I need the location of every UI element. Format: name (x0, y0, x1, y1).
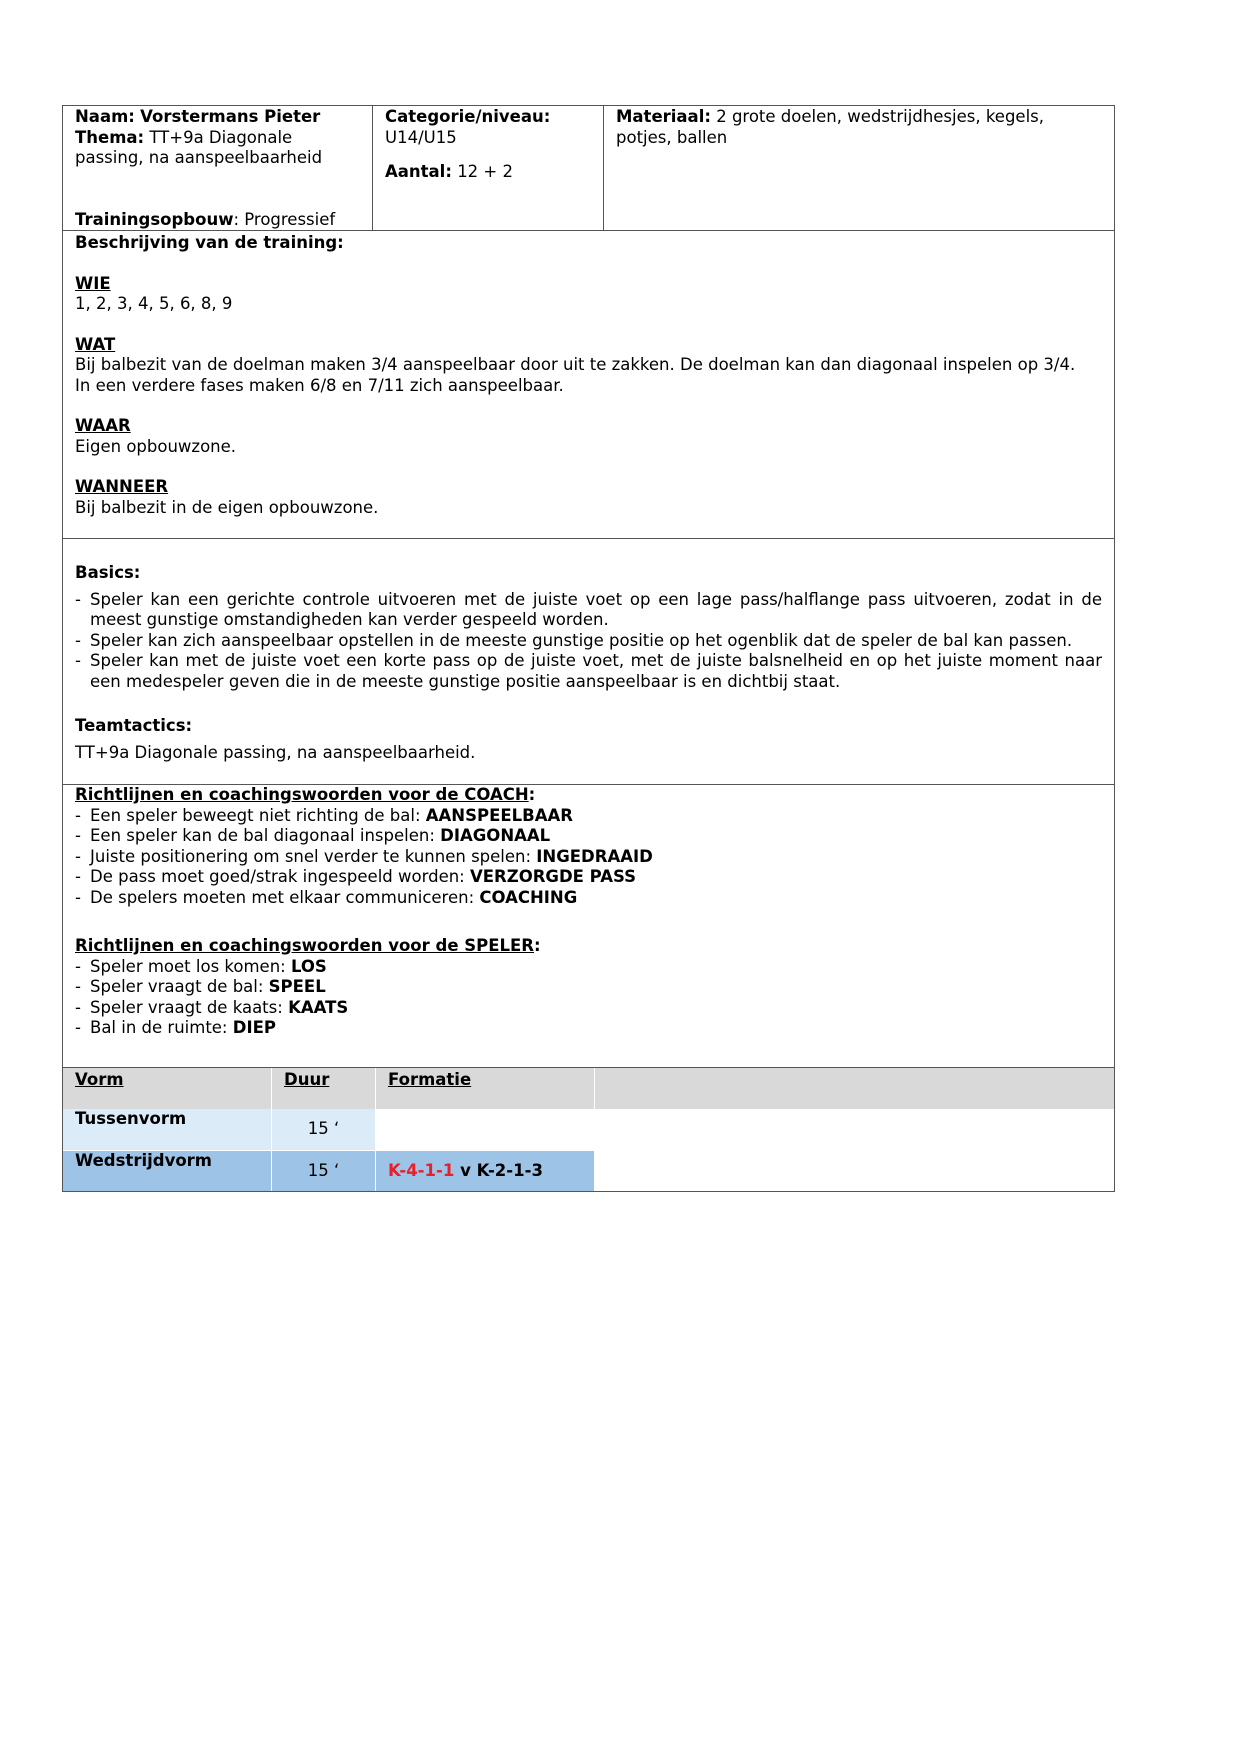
wat-line2: In een verdere fases maken 6/8 en 7/11 zich aanspeelbaar. (75, 375, 564, 395)
coach-item-word: VERZORGDE PASS (469, 867, 637, 886)
basics-item: - Speler kan zich aanspeelbaar opstellen in de meeste gunstige positie op het ogenblik dat de speler de bal kan passen. (75, 631, 1102, 652)
beschrijving-title: Beschrijving van de training: (75, 233, 344, 252)
speler-item (75, 998, 1102, 1019)
formatie-own: K-4-1-1 (388, 1160, 455, 1180)
coach-item-word: COACHING (479, 887, 578, 907)
trainingsopbouw (75, 210, 335, 231)
coach-item-text: Een speler beweegt niet richting de bal: (90, 805, 426, 825)
coach-item (75, 806, 1102, 827)
materiaal-value: 2 grote doelen, wedstrijdhesjes, kegels, potjes, ballen (616, 107, 1045, 147)
basics-title: Basics: (75, 563, 141, 582)
row-empty (594, 1151, 1114, 1191)
header-duur: Duur (271, 1068, 375, 1109)
coach-item (75, 826, 1102, 847)
categorie-label: Categorie/niveau: (385, 107, 551, 126)
coach-list (75, 806, 1102, 909)
row-empty (594, 1109, 1114, 1150)
thema-value: TT+9a Diagonale passing, na aanspeelbaarheid (75, 127, 323, 167)
basics-section (63, 538, 1114, 784)
coach-item-word: DIAGONAAL (440, 826, 551, 845)
trainingsopbouw-value: : Progressief (233, 209, 336, 229)
basics-list (75, 590, 1102, 693)
table-row (63, 1150, 1114, 1191)
speler-item-text: Speler vraagt de bal: (90, 977, 269, 996)
coaching-section (63, 784, 1114, 1067)
speler-item (75, 1018, 1102, 1039)
categorie-cell (372, 106, 603, 230)
coach-item-text: Een speler kan de bal diagonaal inspelen: (90, 826, 441, 845)
coach-item (75, 888, 1102, 909)
thema-label: Thema: (75, 127, 145, 147)
speler-item-text: Speler vraagt de kaats: (90, 997, 289, 1017)
wat-label: WAT (75, 334, 116, 354)
table-header-row (63, 1068, 1114, 1109)
coach-title: Richtlijnen en coachingswoorden voor de COACH (75, 785, 529, 804)
training-sheet (62, 105, 1115, 1192)
speler-title-colon: : (534, 936, 541, 955)
wie-label: WIE (75, 273, 111, 293)
wie-value: 1, 2, 3, 4, 5, 6, 8, 9 (75, 294, 233, 313)
aantal-label: Aantal: (385, 162, 452, 181)
coach-item-word: INGEDRAAID (536, 846, 653, 866)
materiaal-label: Materiaal: (616, 107, 711, 126)
speler-list (75, 957, 1102, 1039)
materiaal-cell (603, 106, 1114, 230)
speler-item (75, 977, 1102, 998)
formatie-versus: v (454, 1160, 477, 1180)
row-vorm: Tussenvorm (63, 1109, 271, 1150)
coach-item-word: AANSPEELBAAR (425, 805, 573, 825)
naam-label: Naam: (75, 107, 135, 126)
naam-thema-cell (63, 106, 372, 230)
speler-item-word: SPEEL (268, 977, 326, 996)
speler-item-word: KAATS (288, 997, 349, 1017)
beschrijving-section (63, 230, 1114, 538)
aantal-value: 12 + 2 (457, 162, 513, 181)
formatie-opponent: K-2-1-3 (476, 1160, 543, 1180)
basics-item: - Speler kan met de juiste voet een korte pass op de juiste voet, met de juiste balsnelheid en op het juiste moment naar een medespeler geven die in de meeste gunstige positie aanspeelbaar is en dichtbij staat. (75, 651, 1102, 692)
coach-item (75, 867, 1102, 888)
coach-item-text: De spelers moeten met elkaar communiceren: (90, 887, 480, 907)
header-empty (594, 1068, 1114, 1109)
coach-item-text: De pass moet goed/strak ingespeeld worden: (90, 867, 470, 886)
vorm-table (63, 1067, 1114, 1191)
speler-title: Richtlijnen en coachingswoorden voor de SPELER (75, 936, 535, 955)
naam-value: Vorstermans Pieter (140, 107, 321, 126)
row-vorm: Wedstrijdvorm (63, 1151, 271, 1191)
header-vorm: Vorm (75, 1069, 124, 1089)
speler-item-text: Bal in de ruimte: (90, 1018, 233, 1037)
teamtactics-value: TT+9a Diagonale passing, na aanspeelbaarheid. (75, 742, 476, 762)
categorie-value: U14/U15 (385, 127, 457, 147)
speler-item (75, 957, 1102, 978)
basics-item: - Speler kan een gerichte controle uitvoeren met de juiste voet op een lage pass/halflange pass uitvoeren, zodat in de meest gunstige omstandigheden kan verder gespeeld worden. (75, 590, 1102, 631)
wanneer-label: WANNEER (75, 477, 169, 496)
coach-item (75, 847, 1102, 868)
waar-value: Eigen opbouwzone. (75, 436, 237, 456)
trainingsopbouw-label: Trainingsopbouw (75, 209, 234, 229)
row-formatie (375, 1151, 594, 1191)
speler-item-text: Speler moet los komen: (90, 956, 291, 976)
waar-label: WAAR (75, 416, 131, 435)
coach-item-text: Juiste positionering om snel verder te kunnen spelen: (90, 846, 537, 866)
row-duur: 15 ‘ (271, 1151, 375, 1191)
speler-item-word: DIEP (232, 1018, 276, 1037)
coach-title-colon: : (528, 785, 536, 804)
speler-item-word: LOS (290, 956, 327, 976)
wanneer-value: Bij balbezit in de eigen opbouwzone. (75, 497, 379, 517)
row-duur: 15 ‘ (271, 1109, 375, 1150)
row-formatie (375, 1109, 594, 1150)
wat-line1: Bij balbezit van de doelman maken 3/4 aanspeelbaar door uit te zakken. De doelman kan dan diagonaal inspelen op 3/4. (75, 355, 1076, 374)
header-row (63, 106, 1114, 230)
table-row (63, 1109, 1114, 1150)
teamtactics-title: Teamtactics: (75, 716, 193, 735)
header-formatie: Formatie (375, 1068, 594, 1109)
